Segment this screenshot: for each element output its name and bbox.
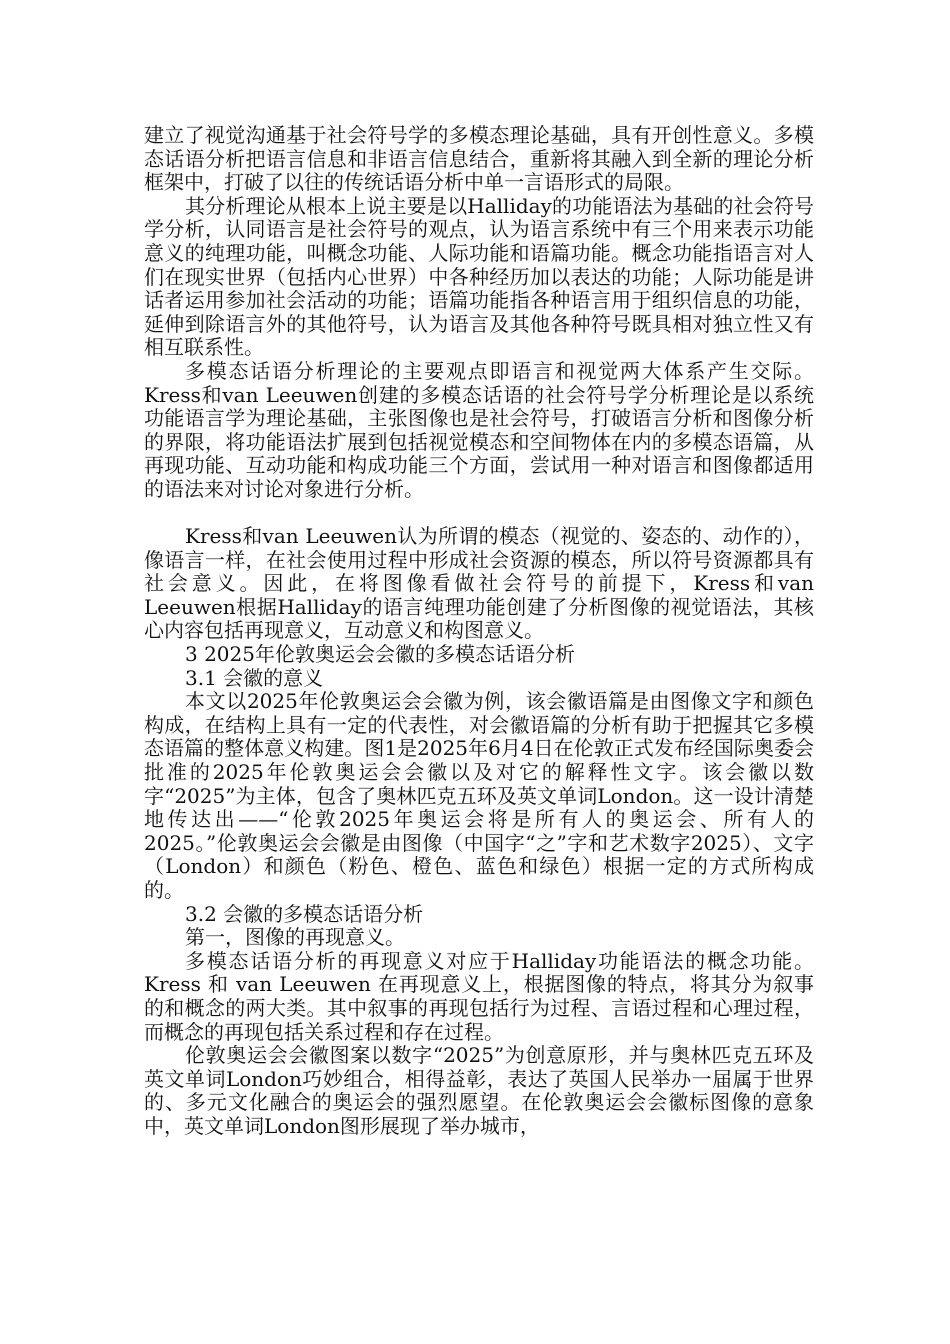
paragraph-first-point: 第一，图像的再现意义。	[185, 925, 405, 950]
paragraph-multimodal-theory: 多模态话语分析理论的主要观点即语言和视觉两大体系产生交际。Kress和van Leeuwen创建的多模态话语的社会符号学分析理论是以系统功能语言学为理论基础，主张图像也是社会符号，打破语言分析和图像分析的界限，将功能语法扩展到包括视觉模态和空间物体在内的多模态语篇，从再现功能、互动功能和构成功能三个方面，尝试用一种对语言和图像都适用的语法来对讨论对象进行分析。	[144, 358, 814, 501]
section-heading-3-1: 3.1 会徽的意义	[185, 665, 324, 690]
paragraph-halliday-theory: 其分析理论从根本上说主要是以Halliday的功能语法为基础的社会符号学分析，认同语言是社会符号的观点，认为语言系统中有三个用来表示功能意义的纯理功能，叫概念功能、人际功能和语篇功能。概念功能指语言对人们在现实世界（包括内心世界）中各种经历加以表达的功能；人际功能是讲话者运用参加社会活动的功能；语篇功能指各种语言用于组织信息的功能，延伸到除语言外的其他符号，认为语言及其他各种符号既具相对独立性又有相互联系性。	[144, 193, 814, 360]
paragraph-representational-meaning: 多模态话语分析的再现意义对应于Halliday功能语法的概念功能。Kress 和 van Leeuwen 在再现意义上，根据图像的特点，将其分为叙事的和概念的两大类。其中叙事的再现包括行为过程、言语过程和心理过程，而概念的再现包括关系过程和存在过程。	[144, 948, 814, 1044]
document-page	[144, 124, 814, 1139]
paragraph-spacer	[144, 502, 814, 526]
section-heading-3: 3 2025年伦敦奥运会会徽的多模态话语分析	[185, 642, 575, 667]
paragraph-emblem-pattern: 伦敦奥运会会徽图案以数字“2025”为创意原形，并与奥林匹克五环及英文单词London巧妙组合，相得益彰，表达了英国人民举办一届属于世界的、多元文化融合的奥运会的强烈愿望。在伦敦奥运会会徽标图像的意象中，英文单词London图形展现了举办城市，	[144, 1043, 814, 1138]
paragraph-emblem-intro: 本文以2025年伦敦奥运会会徽为例，该会徽语篇是由图像文字和颜色构成，在结构上具有一定的代表性，对会徽语篇的分析有助于把握其它多模态语篇的整体意义构建。图1是2025年6月4日在伦敦正式发布经国际奥委会批准的2025年伦敦奥运会会徽以及对它的解释性文字。该会徽以数字“2025”为主体，包含了奥林匹克五环及英文单词London。这一设计清楚地传达出——“伦敦2025年奥运会将是所有人的奥运会、所有人的2025。”伦敦奥运会会徽是由图像（中国字“之”字和艺术数字2025）、文字（London）和颜色（粉色、橙色、蓝色和绿色）根据一定的方式所构成的。	[144, 689, 814, 902]
paragraph-intro: 建立了视觉沟通基于社会符号学的多模态理论基础，具有开创性意义。多模态话语分析把语言信息和非语言信息结合，重新将其融入到全新的理论分析框架中，打破了以往的传统话语分析中单一言语形式的局限。	[144, 123, 814, 195]
paragraph-modality: Kress和van Leeuwen认为所谓的模态（视觉的、姿态的、动作的），像语言一样，在社会使用过程中形成社会资源的模态，所以符号资源都具有社会意义。因此，在将图像看做社会符号的前提下，Kress和van Leeuwen根据Halliday的语言纯理功能创建了分析图像的视觉语法，其核心内容包括再现意义，互动意义和构图意义。	[144, 524, 814, 643]
section-heading-3-2: 3.2 会徽的多模态话语分析	[185, 901, 424, 926]
